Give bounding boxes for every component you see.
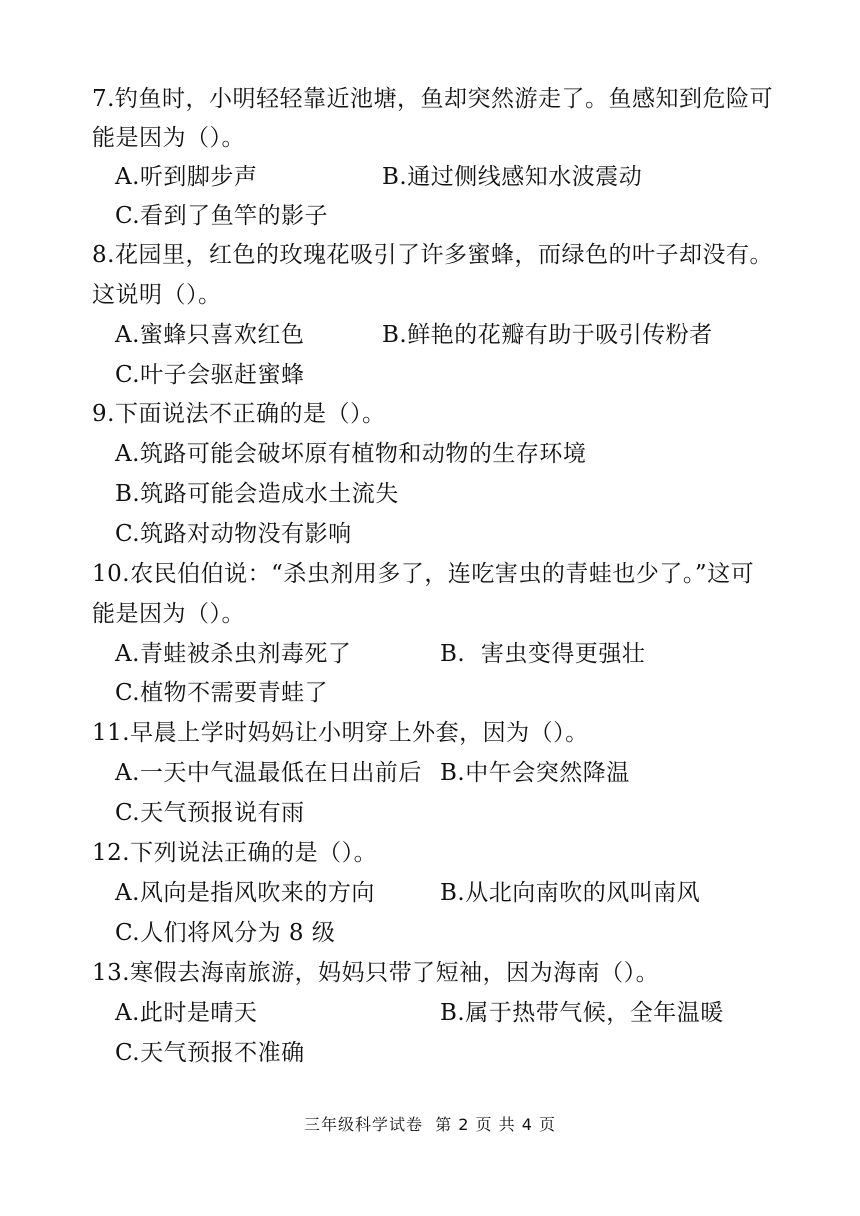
question-10-option-b: B. 害虫变得更强壮 <box>440 641 646 667</box>
question-9-option-c: C.筑路对动物没有影响 <box>115 521 352 547</box>
question-12-option-c: C.人们将风分为 8 级 <box>115 920 336 946</box>
question-12-option-a: A.风向是指风吹来的方向 <box>115 880 375 906</box>
question-13-stem: 13.寒假去海南旅游，妈妈只带了短袖，因为海南（）。 <box>92 960 660 986</box>
question-10-stem-line-2: 能是因为（）。 <box>92 601 245 627</box>
question-11-option-c: C.天气预报说有雨 <box>115 800 305 826</box>
question-10-option-c: C.植物不需要青蛙了 <box>115 680 329 706</box>
question-8-stem-line-2: 这说明（）。 <box>92 282 222 308</box>
question-13-option-b: B.属于热带气候，全年温暖 <box>440 1000 724 1026</box>
question-10-stem-line-1: 10.农民伯伯说：“杀虫剂用多了，连吃害虫的青蛙也少了。”这可 <box>92 561 755 587</box>
question-13-option-c: C.天气预报不准确 <box>115 1040 305 1066</box>
question-11-option-b: B.中午会突然降温 <box>440 760 630 786</box>
question-12-stem: 12.下列说法正确的是（）。 <box>92 840 378 866</box>
question-10-option-a: A.青蛙被杀虫剂毒死了 <box>115 641 352 667</box>
question-7-option-c: C.看到了鱼竿的影子 <box>115 203 329 229</box>
question-9-stem: 9.下面说法不正确的是（）。 <box>92 401 386 427</box>
question-9-option-a: A.筑路可能会破坏原有植物和动物的生存环境 <box>115 441 587 467</box>
question-7-stem-line-2: 能是因为（）。 <box>92 125 245 151</box>
question-12-option-b: B.从北向南吹的风叫南风 <box>440 880 701 906</box>
question-7-stem-line-1: 7.钓鱼时，小明轻轻靠近池塘，鱼却突然游走了。鱼感知到危险可 <box>92 86 773 112</box>
question-11-option-a: A.一天中气温最低在日出前后 <box>115 760 422 786</box>
question-9-option-b: B.筑路可能会造成水土流失 <box>115 481 399 507</box>
page-footer: 三年级科学试卷 第 2 页 共 4 页 <box>304 1115 556 1134</box>
question-8-stem-line-1: 8.花园里，红色的玫瑰花吸引了许多蜜蜂，而绿色的叶子却没有。 <box>92 242 773 268</box>
question-7-option-a: A.听到脚步声 <box>115 164 258 190</box>
question-8-option-a: A.蜜蜂只喜欢红色 <box>115 322 305 348</box>
question-11-stem: 11.早晨上学时妈妈让小明穿上外套，因为（）。 <box>92 720 589 746</box>
question-13-option-a: A.此时是晴天 <box>115 1000 258 1026</box>
question-8-option-b: B.鲜艳的花瓣有助于吸引传粉者 <box>382 322 713 348</box>
question-7-option-b: B.通过侧线感知水波震动 <box>382 164 643 190</box>
question-8-option-c: C.叶子会驱赶蜜蜂 <box>115 362 305 388</box>
